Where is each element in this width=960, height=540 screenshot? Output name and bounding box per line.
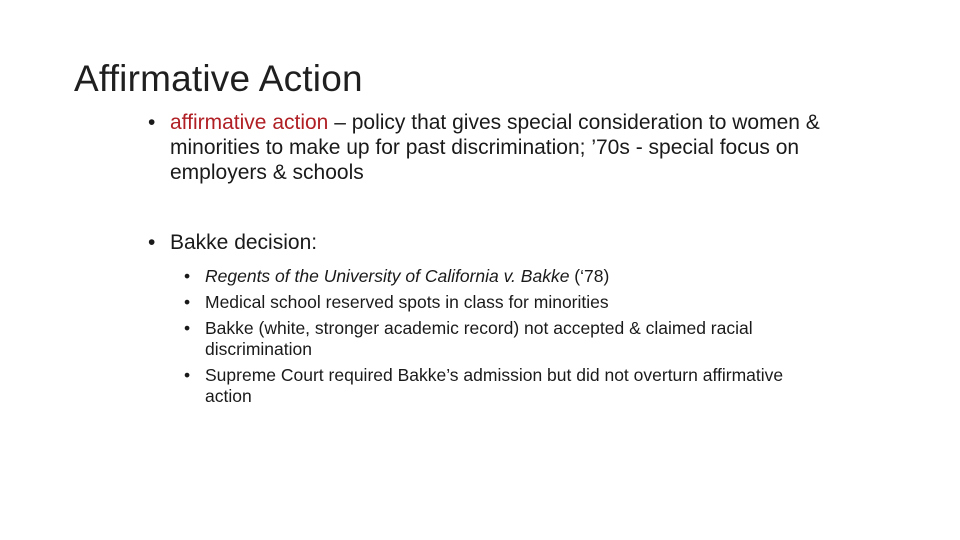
sub-bullet-supreme-court [146,365,785,407]
slide-title: Affirmative Action [74,58,363,99]
sub-bullet-reserved-spots [146,292,785,313]
bullet-bakke-decision [146,230,846,255]
term-affirmative-action: affirmative action [170,111,329,134]
sub-bullet-text: Supreme Court required Bakke’s admission but did not overturn affirmative action [205,365,784,406]
bakke-heading: Bakke decision: [170,231,318,254]
case-name-italic: Regents of the University of California v. Bakke [205,266,570,286]
definition-text: – policy that gives special consideration to women & minorities to make up for past discrimination; ’70s - special focus on employers & schools [170,111,820,184]
sub-bullet-case-name [146,266,785,287]
bakke-sub-list [146,266,846,407]
bullet-dot: • [148,231,156,254]
sub-bullet-dot: • [184,266,191,286]
slide-body [146,110,846,412]
sub-bullet-text: Medical school reserved spots in class for minorities [205,292,609,312]
sub-bullet-dot: • [184,292,191,312]
bullet-dot: • [148,111,156,134]
sub-bullet-not-accepted [146,318,785,360]
case-year: (‘78) [569,266,610,286]
sub-bullet-dot: • [184,318,191,338]
sub-bullet-dot: • [184,365,191,385]
bullet-affirmative-action [146,110,846,185]
sub-bullet-text: Bakke (white, stronger academic record) not accepted & claimed racial discrimination [205,318,753,359]
